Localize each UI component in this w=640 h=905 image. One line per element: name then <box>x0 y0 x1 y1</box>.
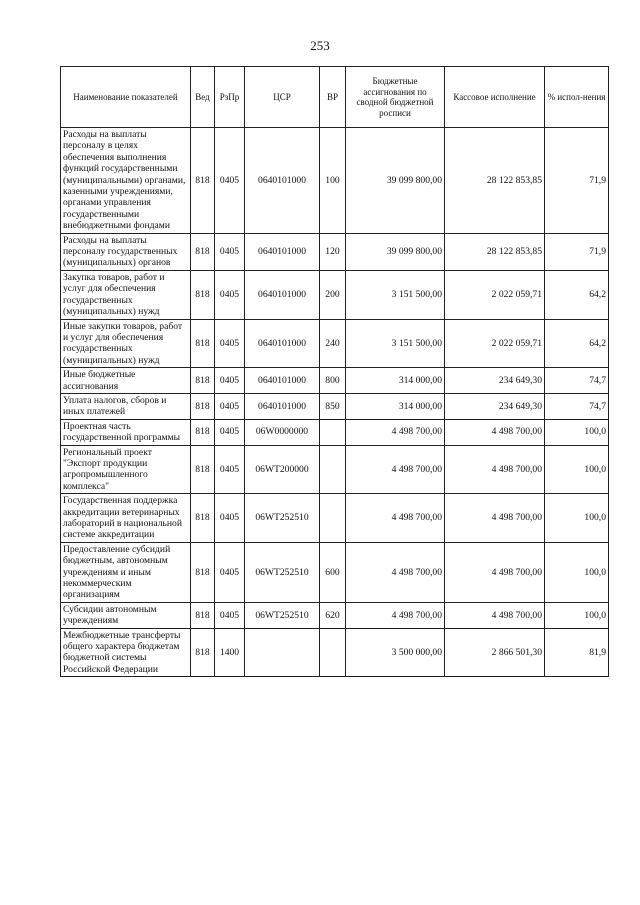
cell-vr: 100 <box>320 128 346 234</box>
cell-budget: 314 000,00 <box>346 393 445 419</box>
header-percent: % испол-нения <box>545 67 609 128</box>
cell-percent: 64,2 <box>545 319 609 368</box>
cell-ved: 818 <box>191 542 215 602</box>
cell-vr <box>320 445 346 494</box>
table-row <box>61 494 609 543</box>
cell-ved: 818 <box>191 233 215 270</box>
cell-cash: 2 022 059,71 <box>445 319 545 368</box>
cell-csr: 0640101000 <box>245 393 320 419</box>
cell-budget: 3 500 000,00 <box>346 628 445 677</box>
page-number: 253 <box>310 38 330 53</box>
cell-rzpr: 0405 <box>215 393 245 419</box>
header-rzpr: РзПр <box>215 67 245 128</box>
cell-csr: 06WT200000 <box>245 445 320 494</box>
cell-budget: 4 498 700,00 <box>346 494 445 543</box>
cell-percent: 74,7 <box>545 368 609 394</box>
cell-csr: 0640101000 <box>245 368 320 394</box>
table-header-row <box>61 67 609 128</box>
cell-rzpr: 0405 <box>215 128 245 234</box>
cell-name: Уплата налогов, сборов и иных платежей <box>61 393 191 419</box>
cell-percent: 71,9 <box>545 233 609 270</box>
cell-rzpr: 0405 <box>215 602 245 628</box>
cell-csr: 06WT252510 <box>245 542 320 602</box>
cell-rzpr: 0405 <box>215 419 245 445</box>
table-row <box>61 445 609 494</box>
cell-rzpr: 1400 <box>215 628 245 677</box>
cell-ved: 818 <box>191 393 215 419</box>
cell-name: Государственная поддержка аккредитации ветеринарных лабораторий в национальной системе аккредитации <box>61 494 191 543</box>
cell-rzpr: 0405 <box>215 233 245 270</box>
cell-rzpr: 0405 <box>215 542 245 602</box>
cell-cash: 4 498 700,00 <box>445 602 545 628</box>
cell-rzpr: 0405 <box>215 270 245 319</box>
cell-vr <box>320 628 346 677</box>
cell-rzpr: 0405 <box>215 445 245 494</box>
table-row <box>61 128 609 234</box>
cell-csr: 0640101000 <box>245 319 320 368</box>
cell-name: Субсидии автономным учреждениям <box>61 602 191 628</box>
cell-ved: 818 <box>191 128 215 234</box>
cell-name: Проектная часть государственной программы <box>61 419 191 445</box>
cell-csr: 06WT252510 <box>245 494 320 543</box>
cell-csr: 0640101000 <box>245 233 320 270</box>
cell-csr: 0640101000 <box>245 270 320 319</box>
cell-name: Расходы на выплаты персоналу государственных (муниципальных) органов <box>61 233 191 270</box>
cell-rzpr: 0405 <box>215 319 245 368</box>
cell-ved: 818 <box>191 270 215 319</box>
cell-cash: 4 498 700,00 <box>445 542 545 602</box>
cell-percent: 64,2 <box>545 270 609 319</box>
cell-cash: 234 649,30 <box>445 368 545 394</box>
cell-ved: 818 <box>191 419 215 445</box>
cell-csr: 0640101000 <box>245 128 320 234</box>
cell-budget: 4 498 700,00 <box>346 542 445 602</box>
cell-vr: 120 <box>320 233 346 270</box>
table-row <box>61 542 609 602</box>
cell-name: Региональный проект "Экспорт продукции агропромышленного комплекса" <box>61 445 191 494</box>
cell-budget: 4 498 700,00 <box>346 445 445 494</box>
cell-cash: 234 649,30 <box>445 393 545 419</box>
cell-vr: 850 <box>320 393 346 419</box>
cell-ved: 818 <box>191 368 215 394</box>
budget-execution-table <box>60 66 609 677</box>
cell-ved: 818 <box>191 319 215 368</box>
cell-ved: 818 <box>191 445 215 494</box>
cell-csr: 06WT252510 <box>245 602 320 628</box>
cell-cash: 4 498 700,00 <box>445 419 545 445</box>
cell-cash: 2 866 501,30 <box>445 628 545 677</box>
cell-percent: 100,0 <box>545 419 609 445</box>
cell-rzpr: 0405 <box>215 494 245 543</box>
cell-budget: 3 151 500,00 <box>346 319 445 368</box>
cell-vr: 620 <box>320 602 346 628</box>
cell-vr <box>320 419 346 445</box>
cell-name: Расходы на выплаты персоналу в целях обеспечения выполнения функций государственными (муниципальными) органами, казенными учреждениями, органами управления государственными внебюджетными фондами <box>61 128 191 234</box>
cell-cash: 4 498 700,00 <box>445 445 545 494</box>
cell-name: Предоставление субсидий бюджетным, автономным учреждениям и иным некоммерческим организациям <box>61 542 191 602</box>
cell-budget: 39 099 800,00 <box>346 128 445 234</box>
header-name: Наименование показателей <box>61 67 191 128</box>
cell-percent: 71,9 <box>545 128 609 234</box>
cell-ved: 818 <box>191 602 215 628</box>
header-budget: Бюджетные ассигнования по сводной бюджетной росписи <box>346 67 445 128</box>
cell-name: Межбюджетные трансферты общего характера бюджетам бюджетной системы Российской Федерации <box>61 628 191 677</box>
cell-cash: 2 022 059,71 <box>445 270 545 319</box>
header-vr: ВР <box>320 67 346 128</box>
cell-ved: 818 <box>191 628 215 677</box>
table-row <box>61 628 609 677</box>
table-row <box>61 602 609 628</box>
table-row <box>61 319 609 368</box>
cell-vr: 240 <box>320 319 346 368</box>
cell-percent: 100,0 <box>545 542 609 602</box>
table-row <box>61 393 609 419</box>
header-cash: Кассовое исполнение <box>445 67 545 128</box>
cell-cash: 28 122 853,85 <box>445 128 545 234</box>
cell-ved: 818 <box>191 494 215 543</box>
cell-vr <box>320 494 346 543</box>
cell-percent: 100,0 <box>545 445 609 494</box>
cell-csr <box>245 628 320 677</box>
cell-name: Иные закупки товаров, работ и услуг для обеспечения государственных (муниципальных) нужд <box>61 319 191 368</box>
cell-cash: 4 498 700,00 <box>445 494 545 543</box>
table-row <box>61 368 609 394</box>
table-row <box>61 233 609 270</box>
cell-budget: 314 000,00 <box>346 368 445 394</box>
header-ved: Вед <box>191 67 215 128</box>
cell-name: Закупка товаров, работ и услуг для обеспечения государственных (муниципальных) нужд <box>61 270 191 319</box>
cell-percent: 100,0 <box>545 494 609 543</box>
cell-csr: 06W0000000 <box>245 419 320 445</box>
cell-cash: 28 122 853,85 <box>445 233 545 270</box>
cell-vr: 800 <box>320 368 346 394</box>
header-csr: ЦСР <box>245 67 320 128</box>
cell-percent: 81,9 <box>545 628 609 677</box>
table-row <box>61 270 609 319</box>
table-row <box>61 419 609 445</box>
cell-percent: 74,7 <box>545 393 609 419</box>
cell-name: Иные бюджетные ассигнования <box>61 368 191 394</box>
cell-percent: 100,0 <box>545 602 609 628</box>
cell-budget: 4 498 700,00 <box>346 419 445 445</box>
cell-vr: 200 <box>320 270 346 319</box>
cell-budget: 3 151 500,00 <box>346 270 445 319</box>
cell-rzpr: 0405 <box>215 368 245 394</box>
cell-budget: 4 498 700,00 <box>346 602 445 628</box>
cell-budget: 39 099 800,00 <box>346 233 445 270</box>
cell-vr: 600 <box>320 542 346 602</box>
